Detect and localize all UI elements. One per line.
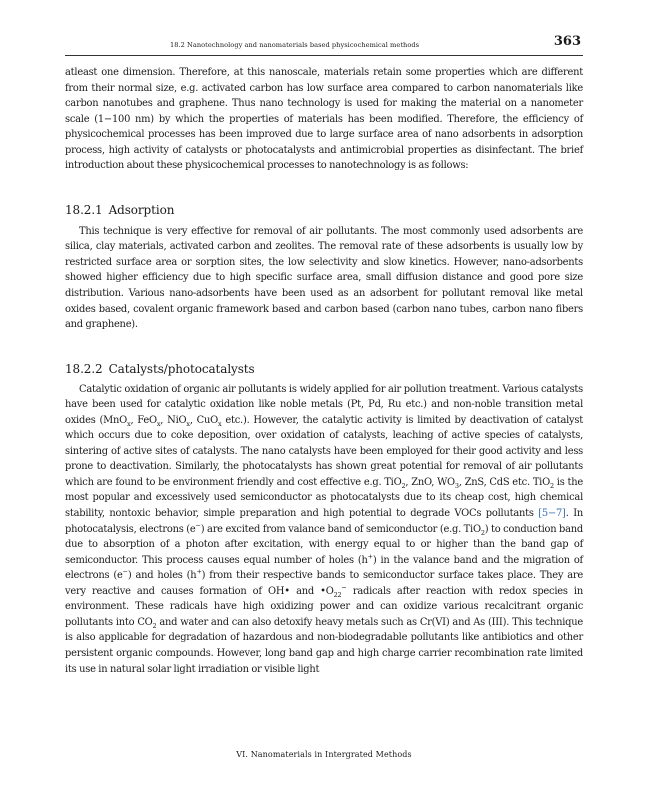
text-run: , ZnS, CdS etc. [458, 476, 533, 488]
formula-tio2: TiO$_2$ [463, 523, 485, 537]
text-run: ) from their respective bands to semiconductor surface takes place. They are very reactive and causes formation of OH• and •O [65, 570, 583, 597]
formula-niox: NiO$_x$ [167, 414, 190, 428]
section-title: Catalysts/photocatalysts [108, 361, 255, 376]
text-run: radicals after reaction with redox species in environment. These radicals have high oxidizing power and can oxidize various recalcitrant organic pollutants into CO [65, 585, 583, 628]
running-title: 18.2 Nanotechnology and nanomaterials based physicochemical methods [170, 41, 420, 49]
electron-charge: − [195, 521, 201, 530]
text-run: and water and can also detoxify heavy metals such as Cr(VI) and As (III). This technique is also applicable for degradation of hazardous and non-biodegradable pollutants like antibiotics and other persistent organic compounds. However, long band gap and high charge carrier recombination rate limited its use in natural solar light irradiation or visible light [65, 616, 583, 675]
electron-charge: − [122, 567, 128, 576]
formula-feox: FeO$_x$ [137, 414, 161, 428]
superoxide-subscript: 22 [333, 590, 342, 599]
section-number: 18.2.2 [65, 361, 103, 376]
section-title: Adsorption [108, 202, 175, 217]
intro-paragraph: atleast one dimension. Therefore, at this nanoscale, materials retain some properties which are different from their normal size, e.g. activated carbon has low surface area compared to carbon nanomaterials like carbon nanotubes and graphene. Thus nano technology is used for making the material on a nanometer scale (1−100 nm) by which the properties of materials has been modified. Therefore, the efficiency of physicochemical processes has been improved due to large surface area of nano adsorbents in adsorption process, high activity of catalysts or photocatalysts and antimicrobial properties as disinfectant. The brief introduction about these physicochemical processes to nanotechnology is as follows: [65, 67, 583, 172]
page-footer: VI. Nanomaterials in Intergrated Methods [236, 750, 412, 759]
formula-zno-wo3: , ZnO, $WO_3$ [405, 476, 459, 490]
section-heading-catalysts [65, 362, 583, 377]
formula-tio2: TiO$_2$ [532, 476, 554, 490]
hole-charge: + [367, 552, 373, 561]
running-header [65, 33, 583, 56]
text-run: ) are excited from valance band of semiconductor (e.g. [200, 523, 464, 535]
section-number: 18.2.1 [65, 202, 103, 217]
page-number: 363 [553, 34, 581, 49]
text-run: ) in the valance band and the migration of electrons (e [65, 554, 583, 582]
text-run: etc.). However, the catalytic activity is limited by deactivation of catalyst which occurs due to coke deposition, over oxidation of catalysts, leaching of active species of catalysts, sintering of active sites of catalysts. The nano catalysts have been employed for their good activity and less prone to deactivation. Similarly, the photocatalysts has shown great potential for removal of air pollutants which are found to be environment friendly and cost effective e.g. [65, 414, 583, 488]
page-body [65, 65, 583, 677]
adsorption-paragraph: This technique is very effective for removal of air pollutants. The most commonly used adsorbents are silica, clay materials, activated carbon and zeolites. The removal rate of these adsorbents is usually low by restricted surface area or sorption sites, the low selectivity and slow kinetics. However, nano-adsorbents showed higher efficiency due to high specific surface area, small diffusion distance and good pore size distribution. Various nano-adsorbents have been used as an adsorbent for pollutant removal like metal oxides based, covalent organic framework based and carbon based (carbon nano tubes, carbon nano fibers and graphene). [65, 225, 583, 331]
text-run: ) and holes (h [127, 570, 197, 582]
hole-charge: + [196, 567, 202, 576]
catalysts-paragraph: Catalytic oxidation of organic air pollutants is widely applied for air pollution treatment. Various catalysts have been used for catalytic oxidation like noble metals (Pt, Pd, Ru etc.) and non-noble transition metal oxides (MnO$_x$, FeO$_x$, NiO$_x$, CuO$_x$ etc.). However, the catalytic activity is limited by deactivation of catalyst which occurs due to coke deposition, over oxidation of catalysts, leaching of active species of catalysts, sintering of active sites of catalysts. The nano catalysts have been employed for their good activity and less prone to deactivation. Similarly, the photocatalysts has shown great potential for removal of air pollutants which are found to be environment friendly and cost effective e.g. TiO$_2$, ZnO, $WO_3$, ZnS, CdS etc. TiO$_2$ is the most popular and excessively used semiconductor as photocatalysts due to its cheap cost, high chemical stability, nontoxic behavior, simple preparation and high potential to degrade VOCs pollutants [5−7]. In photocatalysis, electrons (e−) are excited from valance band of semiconductor (e.g. TiO$_2$) to conduction band due to absorption of a photon after excitation, with energy equal to or higher than the band gap of semiconductor. This process causes equal number of holes (h+) in the valance band and the migration of electrons (e−) and holes (h+) from their respective bands to semiconductor surface takes place. They are very reactive and causes formation of OH• and $•O_{22}^-$ radicals after reaction with redox species in environment. These radicals have high oxidizing power and can oxidize various recalcitrant organic pollutants into $CO_2$ and water and can also detoxify heavy metals such as Cr(VI) and As (III). This technique is also applicable for degradation of hazardous and non-biodegradable pollutants like antibiotics and other persistent organic compounds. However, long band gap and high charge carrier recombination rate limited its use in natural solar light irradiation or visible light [65, 383, 584, 675]
section-heading-adsorption [65, 203, 583, 218]
formula-mnox: MnO$_x$ [103, 414, 131, 428]
formula-cuox: CuO$_x$ [196, 414, 222, 428]
citation-link[interactable]: [5−7] [538, 508, 566, 520]
formula-tio2: TiO$_2$ [384, 476, 406, 490]
text-run: Catalytic oxidation of organic air pollutants is widely applied for air pollution treatment. Various catalysts have been used for catalytic oxidation like noble metals (Pt, Pd, Ru etc.) and non-noble transition metal oxides ( [65, 383, 583, 426]
superoxide-charge: − [341, 583, 347, 592]
text-run: is the most popular and excessively used semiconductor as photocatalysts due to its cheap cost, high chemical stability, nontoxic behavior, simple preparation and high potential to degrade VOCs pollutants [65, 476, 583, 520]
text-run: . In photocatalysis, electrons (e [65, 508, 583, 535]
co2-subscript: 2 [152, 621, 157, 630]
text-run: ) to conduction band due to absorption of a photon after excitation, with energy equal to or higher than the band gap of semiconductor. This process causes equal number of holes (h [65, 523, 584, 566]
